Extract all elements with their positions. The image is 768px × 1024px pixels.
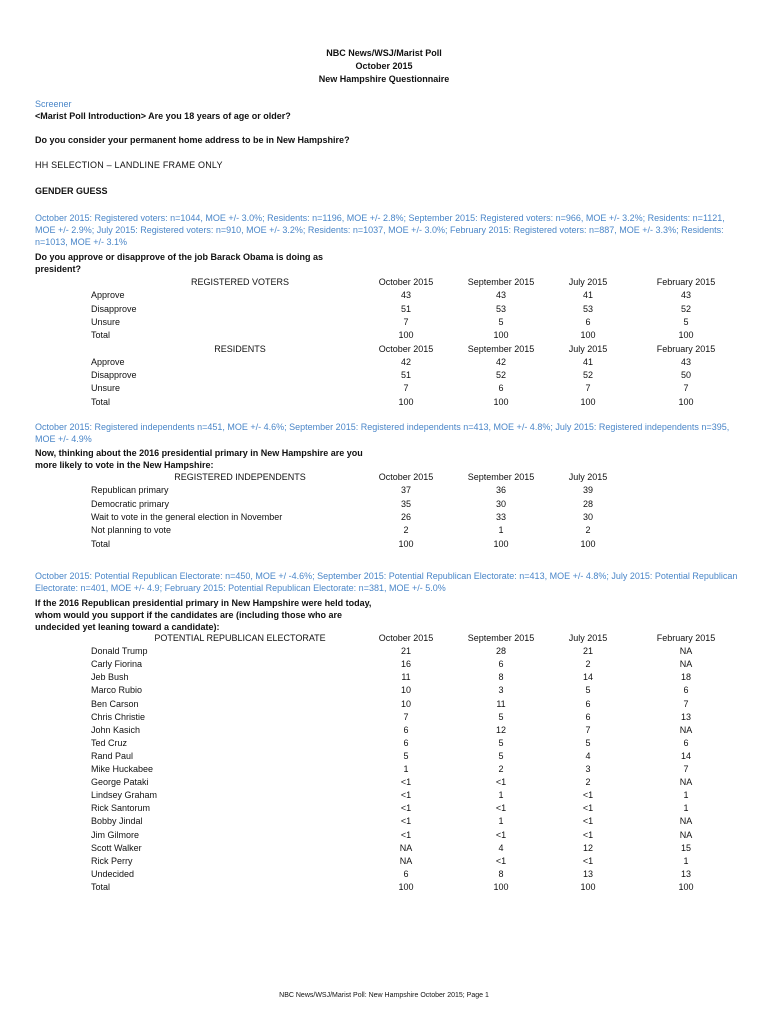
table-cell: 51 bbox=[400, 303, 411, 314]
table-cell: 13 bbox=[680, 868, 691, 879]
table-cell: NA bbox=[679, 829, 693, 840]
table-cell: 6 bbox=[403, 724, 409, 735]
table-title: REGISTERED VOTERS bbox=[190, 277, 289, 287]
table-cell: 5 bbox=[498, 711, 504, 722]
table-row bbox=[0, 842, 768, 855]
table-cell: 7 bbox=[403, 383, 409, 394]
table-cell: 5 bbox=[403, 750, 409, 761]
table-cell: 100 bbox=[678, 396, 694, 407]
row-label: Total bbox=[91, 881, 111, 892]
row-label: Chris Christie bbox=[91, 711, 146, 722]
table-row bbox=[0, 724, 768, 737]
table-cell: NA bbox=[679, 777, 693, 788]
table-cell: 4 bbox=[585, 750, 591, 761]
table-cell: 33 bbox=[495, 511, 506, 522]
table-row bbox=[0, 737, 768, 750]
table-row bbox=[0, 316, 768, 329]
column-header: October 2015 bbox=[378, 343, 434, 354]
table-header-row bbox=[0, 632, 768, 645]
table-cell: 7 bbox=[683, 383, 689, 394]
table-cell: <1 bbox=[495, 803, 507, 814]
table-row bbox=[0, 829, 768, 842]
table-cell: 6 bbox=[585, 711, 591, 722]
column-header: July 2015 bbox=[568, 633, 608, 643]
table-row bbox=[0, 789, 768, 802]
table-cell: 5 bbox=[585, 737, 591, 748]
table-row bbox=[0, 711, 768, 724]
row-label: Ben Carson bbox=[91, 698, 139, 709]
table-header-row bbox=[0, 471, 768, 484]
table-cell: 10 bbox=[400, 685, 411, 696]
table-cell: 8 bbox=[498, 672, 504, 683]
row-label: Unsure bbox=[91, 383, 121, 394]
row-label: Approve bbox=[91, 290, 125, 301]
table-cell: 6 bbox=[585, 698, 591, 709]
table-cell: 7 bbox=[683, 764, 689, 774]
row-label: Disapprove bbox=[91, 370, 137, 381]
table-row bbox=[0, 698, 768, 711]
table-cell: 6 bbox=[585, 316, 591, 327]
table-cell: 39 bbox=[582, 485, 593, 496]
row-label: Total bbox=[91, 538, 111, 549]
table-row bbox=[0, 303, 768, 316]
table-cell: 100 bbox=[493, 396, 509, 407]
row-label: Disapprove bbox=[91, 303, 137, 314]
column-header: February 2015 bbox=[656, 277, 716, 287]
question-obama-approval: Do you approve or disapprove of the job Barack Obama is doing as president? bbox=[35, 252, 324, 274]
column-header: February 2015 bbox=[656, 343, 716, 354]
table-row bbox=[0, 855, 768, 868]
table-title: REGISTERED INDEPENDENTS bbox=[174, 472, 306, 482]
table-row bbox=[0, 658, 768, 671]
table-cell: <1 bbox=[400, 829, 412, 840]
column-header: October 2015 bbox=[378, 277, 434, 287]
row-label: Approve bbox=[91, 356, 125, 367]
column-header: September 2015 bbox=[467, 343, 535, 354]
table-cell: 13 bbox=[680, 711, 691, 722]
column-header: September 2015 bbox=[467, 277, 535, 287]
table-cell: 16 bbox=[400, 659, 411, 670]
table-cell: 1 bbox=[498, 816, 504, 827]
screener-hh-selection: HH SELECTION – LANDLINE FRAME ONLY bbox=[35, 160, 223, 170]
table-cell: <1 bbox=[582, 855, 594, 866]
question-primary-choice: Now, thinking about the 2016 presidential primary in New Hampshire are you more likely to vote in the New Hampshire: bbox=[35, 448, 363, 470]
table-cell: 2 bbox=[403, 525, 409, 536]
table-cell: 41 bbox=[582, 356, 593, 367]
doc-title-line1: NBC News/WSJ/Marist Poll bbox=[326, 48, 442, 58]
row-label: Jim Gilmore bbox=[91, 829, 140, 840]
column-header: February 2015 bbox=[656, 633, 716, 643]
table-cell: <1 bbox=[400, 816, 412, 827]
table-cell: NA bbox=[399, 855, 413, 866]
table-cell: 7 bbox=[585, 383, 591, 394]
table-header-row bbox=[0, 276, 768, 289]
table-cell: 2 bbox=[585, 659, 591, 670]
table-cell: 36 bbox=[495, 485, 506, 496]
table-row bbox=[0, 511, 768, 524]
table-cell: 5 bbox=[498, 316, 504, 327]
table-cell: 100 bbox=[398, 330, 414, 341]
row-label: Total bbox=[91, 396, 111, 407]
doc-title-line3: New Hampshire Questionnaire bbox=[318, 74, 450, 84]
table-cell: 18 bbox=[680, 672, 691, 683]
table-cell: <1 bbox=[400, 803, 412, 814]
column-header: July 2015 bbox=[568, 472, 608, 482]
table-cell: 1 bbox=[403, 764, 409, 774]
table-cell: 43 bbox=[495, 290, 506, 301]
screener-gender-guess: GENDER GUESS bbox=[35, 186, 108, 196]
table-cell: 1 bbox=[498, 790, 504, 801]
table-header-row bbox=[0, 343, 768, 356]
table-row bbox=[0, 763, 768, 776]
row-label: Jeb Bush bbox=[91, 672, 129, 683]
table-cell: 100 bbox=[493, 330, 509, 341]
table-cell: 52 bbox=[495, 370, 506, 381]
table-cell: 7 bbox=[403, 711, 409, 722]
table-cell: 6 bbox=[683, 685, 689, 696]
row-label: George Pataki bbox=[91, 777, 149, 788]
table-cell: NA bbox=[679, 646, 693, 657]
table-cell: 53 bbox=[495, 303, 506, 314]
table-cell: 52 bbox=[582, 370, 593, 381]
screener-question-residence: Do you consider your permanent home address to be in New Hampshire? bbox=[35, 135, 350, 145]
table-row bbox=[0, 868, 768, 881]
table-cell: <1 bbox=[582, 829, 594, 840]
row-label: Total bbox=[91, 330, 111, 341]
row-label: Rick Perry bbox=[91, 855, 133, 866]
table-cell: 100 bbox=[398, 881, 414, 892]
table-cell: 42 bbox=[400, 356, 411, 367]
table-cell: 100 bbox=[678, 330, 694, 341]
table-cell: 52 bbox=[680, 303, 691, 314]
table-cell: NA bbox=[399, 842, 413, 853]
sample-note-republican-electorate: October 2015: Potential Republican Electorate: n=450, MOE +/ -4.6%; September 2015: Potential Republican Electorate: n=413, MOE +/- 4.8%; July 2015: Potential Republican Electorate: n=401, MOE +/- 4.9; February 2015: Potential Republican Electorate: n=381, MOE +/- 5.0% bbox=[35, 571, 738, 593]
table-cell: 43 bbox=[680, 290, 691, 301]
table-row bbox=[0, 538, 768, 551]
table-cell: 2 bbox=[585, 525, 591, 536]
row-label: Not planning to vote bbox=[91, 525, 172, 536]
row-label: Rand Paul bbox=[91, 750, 134, 761]
table-cell: 11 bbox=[401, 672, 411, 683]
table-cell: 1 bbox=[683, 855, 689, 866]
table-cell: 42 bbox=[495, 356, 506, 367]
table-cell: <1 bbox=[582, 816, 594, 827]
table-cell: 41 bbox=[582, 290, 593, 301]
table-row bbox=[0, 498, 768, 511]
table-cell: 53 bbox=[582, 303, 593, 314]
table-cell: 100 bbox=[678, 881, 694, 892]
table-row bbox=[0, 484, 768, 497]
column-header: September 2015 bbox=[467, 633, 535, 643]
table-row bbox=[0, 815, 768, 828]
row-label: Lindsey Graham bbox=[91, 790, 158, 801]
table-row bbox=[0, 671, 768, 684]
table-cell: 14 bbox=[680, 750, 691, 761]
table-cell: 4 bbox=[498, 842, 504, 853]
table-cell: NA bbox=[679, 724, 693, 735]
table-row bbox=[0, 356, 768, 369]
sample-note-approval: October 2015: Registered voters: n=1044, MOE +/- 3.0%; Residents: n=1196, MOE +/- 2.8%; September 2015: Registered voters: n=966, MOE +/- 3.2%; Residents: n=1121, MOE +/- 2.9%; July 2015: Registered voters: n=910, MOE +/- 3.2%; Residents: n=1037, MOE +/- 3.0%; February 2015: Registered voters: n=887, MOE +/- 3.3%; Residents: n=1013, MOE +/- 3.1% bbox=[35, 213, 725, 247]
table-cell: 100 bbox=[493, 881, 509, 892]
table-title: POTENTIAL REPUBLICAN ELECTORATE bbox=[154, 633, 326, 643]
table-cell: 100 bbox=[493, 538, 509, 549]
row-label: Rick Santorum bbox=[91, 803, 151, 814]
column-header: September 2015 bbox=[467, 472, 535, 482]
table-cell: 26 bbox=[400, 511, 411, 522]
table-cell: 30 bbox=[582, 511, 593, 522]
table-cell: 5 bbox=[585, 685, 591, 696]
table-cell: 1 bbox=[498, 525, 504, 536]
table-cell: 7 bbox=[585, 724, 591, 735]
table-cell: 5 bbox=[498, 750, 504, 761]
table-cell: 51 bbox=[400, 370, 411, 381]
table-cell: <1 bbox=[495, 829, 507, 840]
table-cell: <1 bbox=[400, 790, 412, 801]
table-cell: 35 bbox=[400, 498, 411, 509]
table-cell: 2 bbox=[498, 764, 504, 774]
table-cell: 100 bbox=[398, 538, 414, 549]
table-cell: 21 bbox=[582, 646, 593, 657]
row-label: Republican primary bbox=[91, 485, 169, 496]
table-cell: 100 bbox=[398, 396, 414, 407]
table-cell: <1 bbox=[582, 790, 594, 801]
sample-note-independents: October 2015: Registered independents n=451, MOE +/- 4.6%; September 2015: Registered independents n=413, MOE +/- 4.8%; July 2015: Registered independents n=395, MOE +/- 4.9% bbox=[35, 422, 730, 444]
table-cell: <1 bbox=[400, 777, 412, 788]
table-cell: 6 bbox=[498, 383, 504, 394]
table-row bbox=[0, 382, 768, 395]
table-cell: NA bbox=[679, 816, 693, 827]
table-cell: 100 bbox=[580, 330, 596, 341]
row-label: Scott Walker bbox=[91, 842, 142, 853]
table-cell: 2 bbox=[585, 777, 591, 788]
screener-question-age: <Marist Poll Introduction> Are you 18 years of age or older? bbox=[35, 111, 291, 121]
table-row bbox=[0, 802, 768, 815]
table-cell: 30 bbox=[495, 498, 506, 509]
column-header: October 2015 bbox=[378, 633, 434, 643]
table-cell: 14 bbox=[582, 672, 593, 683]
table-row bbox=[0, 776, 768, 789]
table-cell: 6 bbox=[683, 737, 689, 748]
table-cell: NA bbox=[679, 659, 693, 670]
row-label: Mike Huckabee bbox=[91, 764, 154, 774]
table-cell: 43 bbox=[680, 356, 691, 367]
row-label: Unsure bbox=[91, 316, 121, 327]
table-cell: <1 bbox=[582, 803, 594, 814]
table-cell: 7 bbox=[403, 316, 409, 327]
table-cell: 3 bbox=[498, 685, 504, 696]
table-row bbox=[0, 645, 768, 658]
table-row bbox=[0, 289, 768, 302]
table-cell: 13 bbox=[582, 868, 593, 879]
table-cell: 100 bbox=[580, 396, 596, 407]
table-row bbox=[0, 881, 768, 894]
row-label: John Kasich bbox=[91, 724, 141, 735]
row-label: Marco Rubio bbox=[91, 685, 143, 696]
table-cell: 6 bbox=[403, 737, 409, 748]
row-label: Undecided bbox=[91, 868, 135, 879]
table-cell: 6 bbox=[403, 868, 409, 879]
table-cell: 43 bbox=[400, 290, 411, 301]
table-cell: <1 bbox=[495, 855, 507, 866]
table-row bbox=[0, 684, 768, 697]
row-label: Wait to vote in the general election in November bbox=[91, 511, 283, 522]
table-cell: 7 bbox=[683, 698, 689, 709]
table-cell: 100 bbox=[580, 881, 596, 892]
table-title: RESIDENTS bbox=[214, 343, 266, 354]
table-cell: 8 bbox=[498, 868, 504, 879]
table-cell: 100 bbox=[580, 538, 596, 549]
row-label: Carly Fiorina bbox=[91, 659, 143, 670]
table-cell: <1 bbox=[495, 777, 507, 788]
table-cell: 28 bbox=[495, 646, 506, 657]
table-cell: 28 bbox=[582, 498, 593, 509]
table-cell: 12 bbox=[582, 842, 593, 853]
table-cell: 37 bbox=[400, 485, 411, 496]
table-cell: 10 bbox=[400, 698, 411, 709]
table-cell: 1 bbox=[683, 803, 689, 814]
question-republican-primary: If the 2016 Republican presidential primary in New Hampshire were held today, whom would you support if the candidates are (including those who are undecided yet leaning toward a candidate): bbox=[35, 598, 372, 632]
table-cell: 5 bbox=[498, 737, 504, 748]
table-row bbox=[0, 369, 768, 382]
table-cell: 12 bbox=[495, 724, 506, 735]
row-label: Bobby Jindal bbox=[91, 816, 143, 827]
table-cell: 21 bbox=[400, 646, 411, 657]
table-cell: 15 bbox=[680, 842, 691, 853]
table-row bbox=[0, 329, 768, 342]
table-cell: 5 bbox=[683, 316, 689, 327]
table-row bbox=[0, 524, 768, 537]
row-label: Donald Trump bbox=[91, 646, 148, 657]
page-footer: NBC News/WSJ/Marist Poll: New Hampshire October 2015; Page 1 bbox=[279, 992, 489, 999]
column-header: July 2015 bbox=[568, 343, 608, 354]
table-cell: 1 bbox=[683, 790, 689, 801]
table-cell: 3 bbox=[585, 764, 591, 774]
table-row bbox=[0, 396, 768, 409]
column-header: October 2015 bbox=[378, 472, 434, 482]
table-row bbox=[0, 750, 768, 763]
row-label: Democratic primary bbox=[91, 498, 170, 509]
row-label: Ted Cruz bbox=[91, 737, 128, 748]
table-cell: 11 bbox=[496, 698, 506, 709]
doc-title-line2: October 2015 bbox=[355, 61, 413, 71]
column-header: July 2015 bbox=[568, 277, 608, 287]
table-cell: 6 bbox=[498, 659, 504, 670]
table-cell: 50 bbox=[680, 370, 691, 381]
screener-label: Screener bbox=[35, 99, 72, 109]
